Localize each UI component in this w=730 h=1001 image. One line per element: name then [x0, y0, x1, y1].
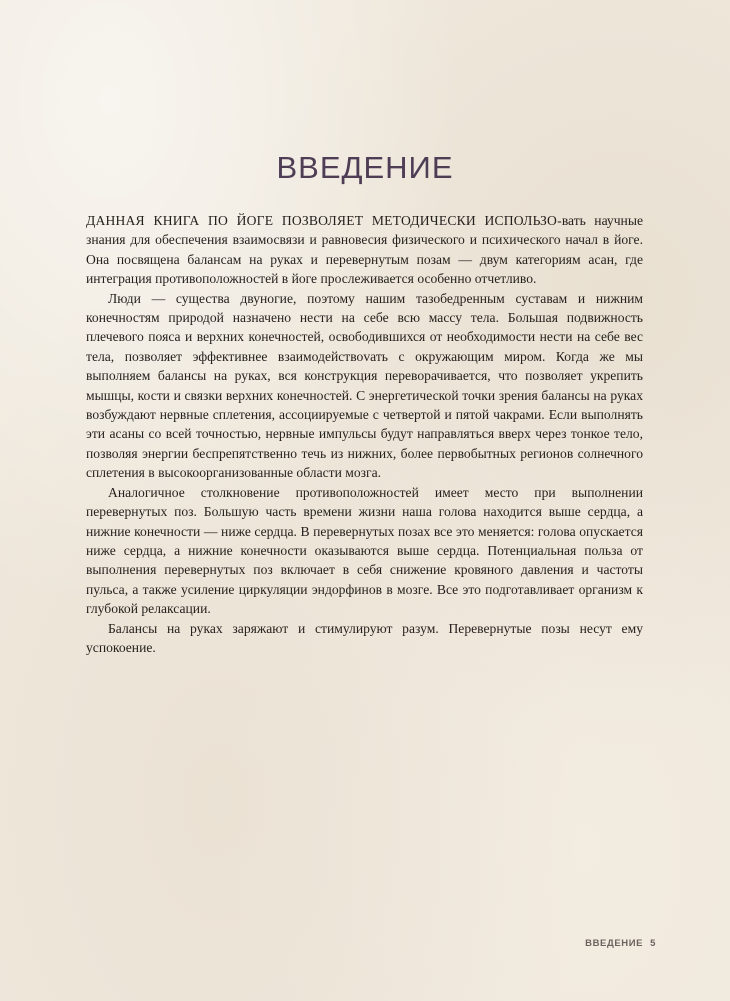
page-footer [585, 938, 656, 949]
body-text [86, 211, 643, 657]
page-number: 5 [650, 938, 656, 949]
paragraph-conclusion: Балансы на руках заряжают и стимулируют разум. Перевернутые позы несут ему успокоение. [86, 620, 643, 655]
intro-rest: вать научные знания для обеспечения взаимосвязи и равновесия физического и психического начал в йоге. Она посвящена балансам на руках и перевернутым позам — двум категориям асан, где интеграция противоположностей в йоге прослеживается особенно отчетливо. [86, 213, 643, 287]
footer-section-label: ВВЕДЕНИЕ [585, 938, 644, 949]
paragraph-inversions: Аналогичное столкновение противоположностей имеет место при выполнении перевернутых поз. Большую часть времени жизни наша голова находится выше сердца, а нижние конечности — ниже сердца. В перевернутых позах все это меняется: голова опускается ниже сердца, а нижние конечности оказываются выше сердца. Потенциальная польза от выполнения перевернутых поз включает в себя снижение кровяного давления и частоты пульса, а также усиление циркуляции эндорфинов в мозге. Все это подготавливает организм к глубокой релаксации. [86, 484, 643, 617]
intro-paragraph [86, 211, 643, 289]
paragraph-bipedal: Люди — существа двуногие, поэтому нашим тазобедренным суставам и нижним конечностям природой назначено нести на себе всю массу тела. Большая подвижность плечевого пояса и верхних конечностей, освободившихся от необходимости нести на себе вес тела, позволяет эффективнее взаимодействоvать с окружающим миром. Когда же мы выполняем балансы на руках, вся конструкция переворачивается, что позволяет укрепить мышцы, кости и связки верхних конечностей. С энергетической точки зрения балансы на руках возбуждают нервные сплетения, ассоциируемые с четвертой и пятой чакрами. Если выполнять эти асаны со всей точностью, нервные импульсы будут направляться вверх через тонкое тело, позволяя энергии беспрепятственно течь из нижних, более первобытных регионов солнечного сплетения в высокоорганизованные области мозга. [86, 290, 643, 481]
intro-lead: ДАННАЯ КНИГА ПО ЙОГЕ ПОЗВОЛЯЕТ МЕТОДИЧЕСКИ ИСПОЛЬЗО- [86, 213, 562, 228]
page-title: ВВЕДЕНИЕ [276, 150, 454, 185]
